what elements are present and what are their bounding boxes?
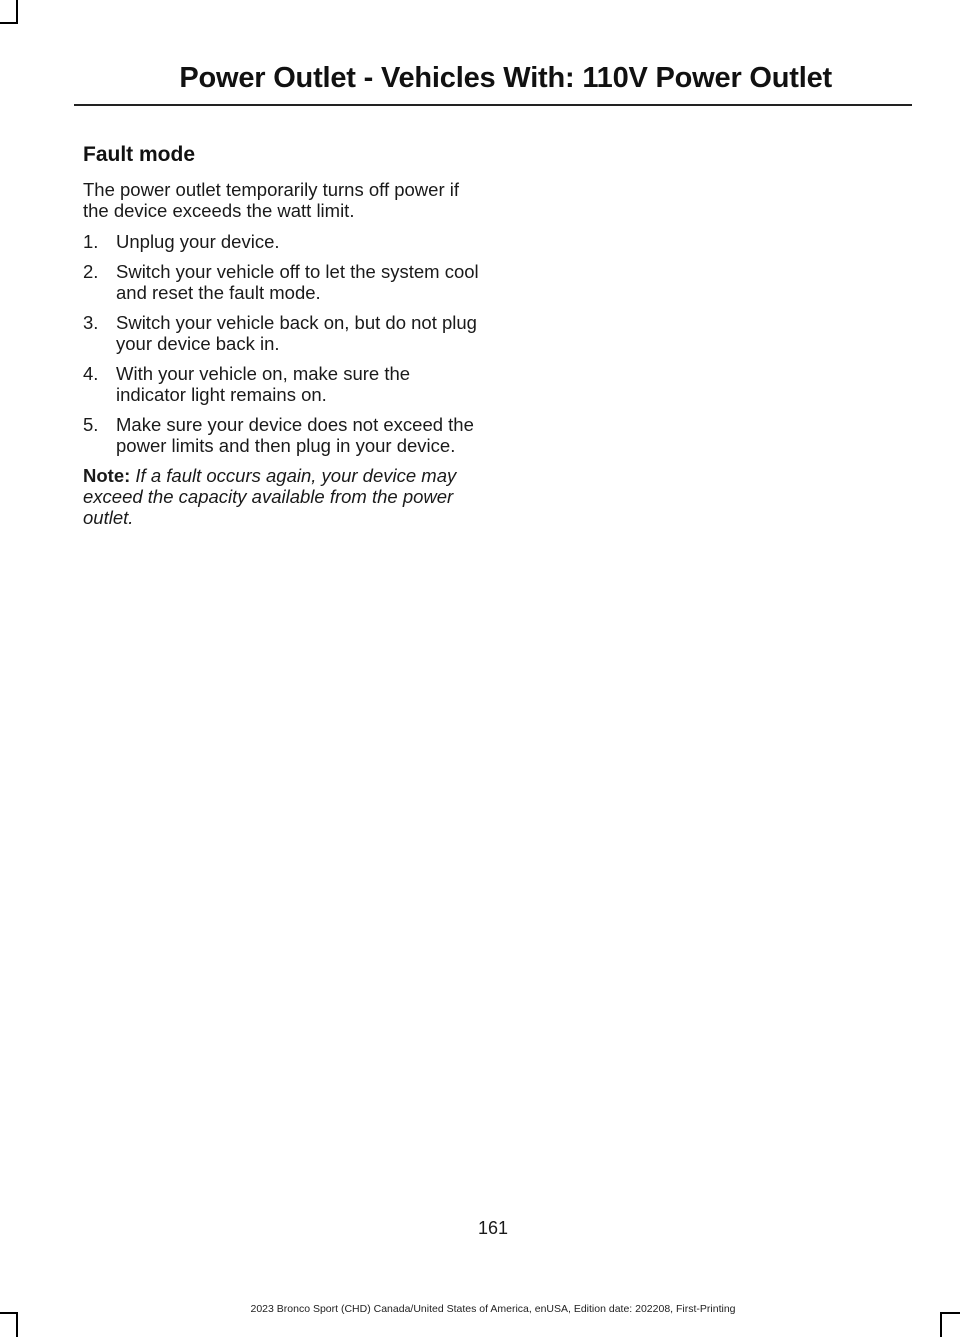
step-text: With your vehicle on, make sure the indicator light remains on. xyxy=(116,363,411,405)
step-number: 3. xyxy=(83,312,99,333)
header-divider xyxy=(74,104,912,106)
step-number: 2. xyxy=(83,261,99,282)
crop-mark xyxy=(0,22,18,24)
list-item xyxy=(83,414,481,456)
step-number: 5. xyxy=(83,414,99,435)
list-item xyxy=(83,312,481,354)
note-text: If a fault occurs again, your device may exceed the capacity available from the power outlet. xyxy=(83,465,457,528)
step-number: 1. xyxy=(83,231,99,252)
note-paragraph xyxy=(83,465,481,528)
intro-paragraph: The power outlet temporarily turns off power if the device exceeds the watt limit. xyxy=(83,179,459,221)
list-item xyxy=(83,231,481,252)
step-text: Make sure your device does not exceed the power limits and then plug in your device. xyxy=(116,414,474,456)
page-number: 161 xyxy=(477,1218,509,1238)
steps-list xyxy=(83,231,481,456)
crop-mark xyxy=(16,0,18,24)
list-item xyxy=(83,261,481,303)
list-item xyxy=(83,363,481,405)
section-heading: Fault mode xyxy=(83,143,196,166)
edition-footer: 2023 Bronco Sport (CHD) Canada/United States of America, enUSA, Edition date: 202208, First-Printing xyxy=(250,1303,736,1315)
step-text: Switch your vehicle back on, but do not plug your device back in. xyxy=(116,312,477,354)
crop-mark xyxy=(16,1312,18,1337)
step-number: 4. xyxy=(83,363,99,384)
crop-mark xyxy=(940,1312,942,1337)
note-label: Note: xyxy=(83,465,131,486)
step-text: Unplug your device. xyxy=(116,231,280,252)
main-content xyxy=(83,143,481,528)
running-header-title: Power Outlet - Vehicles With: 110V Power Outlet xyxy=(179,62,832,94)
step-text: Switch your vehicle off to let the system cool and reset the fault mode. xyxy=(116,261,479,303)
